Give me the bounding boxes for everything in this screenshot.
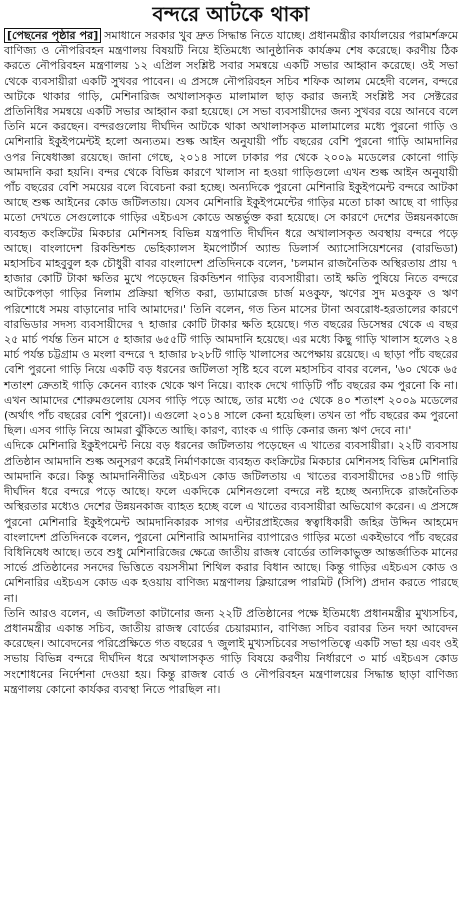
- article-paragraph-2: এদিকে মেশিনারি ইকুইপমেন্ট নিয়ে বড় ধরনের জটিলতায় পড়েছেন এ খাতের ব্যবসায়ীরা। ২২টি ব্যবসায় প্রতিষ্ঠান আমদানি শুল্ক অনুসরণ করেই নির্মাণকাজে ব্যবহৃত কংক্রিটের মিকচার মেশিনসহ বিভিন্ন মেশিনারি আমদানি করে। কিন্তু আমদানিনীতির এইচএস কোড জটিলতায় এ খাতের ব্যবসায়ীদের ৩৪১টি গাড়ি দীর্ঘদিন ধরে বন্দরে পড়ে আছে। ফলে একদিকে মেশিনগুলো বন্দরে নষ্ট হচ্ছে অন্যদিকে রাজনৈতিক অস্থিরতার মধ্যেও দেশের উন্নয়নকাজ ব্যাহত হচ্ছে বলে এ খাতের ব্যবসায়ীরা অভিযোগ করেন। এ প্রসঙ্গে পুরনো মেশিনারি ইকুইপমেন্ট আমদানিকারক সাগর এন্টারপ্রাইজের স্বত্বাধিকারী জহির উদ্দিন আহমেদ বাংলাদেশ প্রতিদিনকে বলেন, পুরনো মেশিনারি আমদানির ব্যাপারেও গাড়ির মতো একইভাবে পাঁচ বছরের বিধিনিষেধ আছে। তবে শুধু মেশিনারিজের ক্ষেত্রে জাতীয় রাজস্ব বোর্ডের তালিকাভুক্ত আন্তর্জাতিক মানের সার্ভে প্রতিষ্ঠানের সনদের ভিত্তিতে বয়সসীমা শিথিল করার বিধান আছে। কিন্তু গাড়ির এইচএস কোড ও মেশিনারির এইচএস কোড এক হওয়ায় বাণিজ্য মন্ত্রণালয় ক্লিয়ারেন্স পারমিট (সিপি) প্রদান করতে পারছে না।: [4, 439, 458, 605]
- article-paragraph-1: [4, 28, 458, 438]
- article-paragraph-3: তিনি আরও বলেন, এ জটিলতা কাটানোর জন্য ২২টি প্রতিষ্ঠানের পক্ষে ইতিমধ্যে প্রধানমন্ত্রীর মুখ্যসচিব, প্রধানমন্ত্রীর একান্ত সচিব, জাতীয় রাজস্ব বোর্ডের চেয়ারম্যান, বাণিজ্য সচিব বরাবর তিন দফা আবেদন করেছেন। আবেদনের পরিপ্রেক্ষিতে গত বছরের ৭ জুলাই মুখ্যসচিবের সভাপতিত্বে একটি সভা হয় এবং ওই সভায় বিভিন্ন বন্দরে দীর্ঘদিন ধরে অখালাসকৃত গাড়ি বিষয়ে করণীয় নির্ধারণে ৩ মার্চ এইচএস কোড সংশোধনের নির্দেশনা দেওয়া হয়। কিন্তু রাজস্ব বোর্ড ও নৌপরিবহন মন্ত্রণালয়ের সিদ্ধান্ত ছাড়া বাণিজ্য মন্ত্রণালয় কোনো কার্যকর ব্যবস্থা নিতে পারছিল না।: [4, 606, 458, 696]
- continued-marker: [পেছনের পৃষ্ঠার পর]: [4, 28, 101, 43]
- article-headline: বন্দরে আটকে থাকা: [152, 2, 310, 26]
- article-body: [4, 28, 458, 697]
- paragraph-1-text: সমাধানে সরকার খুব দ্রুত সিদ্ধান্ত নিতে যাচ্ছে। প্রধানমন্ত্রীর কার্যালয়ের পরামর্শক্রমে বাণিজ্য ও নৌপরিবহন মন্ত্রণালয় বিষয়টি নিয়ে ইতিমধ্যে আনুষ্ঠানিক কার্যক্রম শেষ করেছে। করণীয় ঠিক করতে নৌপরিবহন মন্ত্রণালয় ১২ এপ্রিল সংশ্লিষ্ট সবার সমন্বয়ে একটি সভার আহ্বান করেছে। ওই সভা থেকে ব্যবসায়ীরা একটি সুখবর পাবেন। এ প্রসঙ্গে নৌপরিবহন সচিব শফিক আলম মেহেদী বলেন, বন্দরে আটকে থাকার গাড়ি, মেশিনারিজ অখালাসকৃত মালামাল ছাড় করার জন্যই সংশ্লিষ্ট সব সেক্টরের প্রতিনিধির সমন্বয়ে একটি সভার আহ্বান করা হয়েছে। সে সভা ব্যবসায়ীদের জন্য সুখবর বয়ে আনবে বলে তিনি মনে করছেন। বন্দরগুলোয় দীর্ঘদিন আটকে থাকা অখালাসকৃত মালামালের মধ্যে পুরনো গাড়ি ও মেশিনারি ইকুইপমেন্টই হলো অন্যতম। শুল্ক আইন অনুযায়ী পাঁচ বছরের বেশি পুরনো গাড়ি আমদানির ওপর নিষেধাজ্ঞা রয়েছে। জানা গেছে, ২০১৪ সালে ঢাকার পর থেকে ২০০৯ মডেলের কোনো গাড়ি আমদানি করা হয়নি। বন্দর থেকে বিভিন্ন কারণে খালাস না হওয়া গাড়িগুলো এখন শুল্ক আইন অনুযায়ী পাঁচ বছরের বেশি সময়ের বলে বিবেচনা করা হচ্ছে। অন্যদিকে পুরনো মেশিনারি ইকুইপমেন্ট বন্দরে আটকা আছে শুল্ক আইনের কোড জটিলতায়। যেসব মেশিনারি ইকুইপমেন্টের গাড়ির মতো চাকা আছে বা গাড়ির মতো দেখতে সেগুলোকে গাড়ির এইচএস কোডে অন্তর্ভুক্ত করা হয়েছে। সে কারণে দেশের উন্নয়নকাজে ব্যবহৃত কংক্রিটের মিকচার মেশিনসহ বিভিন্ন যন্ত্রপাতি দীর্ঘদিন ধরে অখালাসকৃত অবস্থায় বন্দরে পড়ে আছে। বাংলাদেশ রিকন্ডিশন্ড ভেহিক্যালস ইমপোর্টার্স অ্যান্ড ডিলার্স অ্যাসোসিয়েশনের (বারভিডা) মহাসচিব মাহবুবুল হক চৌধুরী বাবর বাংলাদেশ প্রতিদিনকে বলেন, 'চলমান রাজনৈতিক অস্থিরতায় প্রায় ৭ হাজার কোটি টাকা ক্ষতির মুখে পড়েছেন রিকন্ডিশন গাড়ির ব্যবসায়ীরা। তাই ক্ষতি পুষিয়ে নিতে বন্দরে আটকেপড়া গাড়ির নিলাম প্রক্রিয়া স্থগিত করা, ড্যামারেজ চার্জ মওকুফ, ঋণের সুদ মওকুফ ও ঋণ পরিশোধে সময় বাড়ানোর দাবি আমাদের।' তিনি বলেন, গত তিন মাসের টানা অবরোধ-হরতালের কারণে বারভিডার সদস্য ব্যবসায়ীদের ৭ হাজার কোটি টাকার ক্ষতি হয়েছে। গত বছরের ডিসেম্বর থেকে এ বছর ২৫ মার্চ পর্যন্ত তিন মাসে ৫ হাজার ৬৫৫টি গাড়ি আমদানি হয়েছে। এর মধ্যে কিছু গাড়ি খালাস হলেও ২৪ মার্চ পর্যন্ত চট্টগ্রাম ও মংলা বন্দরে ৭ হাজার ৮২৮টি গাড়ি খালাসের অপেক্ষায় রয়েছে। এ ছাড়া পাঁচ বছরের বেশি পুরনো গাড়ি নিয়ে একটি বড় ধরনের জটিলতা সৃষ্টি হবে বলে মহাসচিব বাবর বলেন, '৬০ থেকে ৬৫ শতাংশ ক্রেতাই গাড়ি কেনেন ব্যাংক থেকে ঋণ নিয়ে। ব্যাংক দেখে গাড়িটি পাঁচ বছরের কম পুরনো কি না। এখন আমাদের শোরুমগুলোয় যেসব গাড়ি পড়ে আছে, তার মধ্যে ৩৫ থেকে ৪০ শতাংশ ২০০৯ মডেলের (অর্থাৎ পাঁচ বছরের বেশি পুরনো)। এগুলো ২০১৪ সালে কেনা হয়েছিল। তখন তা পাঁচ বছরের কম পুরনো ছিল। এসব গাড়ি নিয়ে আমরা ঝুঁকিতে আছি। কারণ, ব্যাংক এ গাড়ি কেনার জন্য ঋণ দেবে না।': [4, 29, 458, 438]
